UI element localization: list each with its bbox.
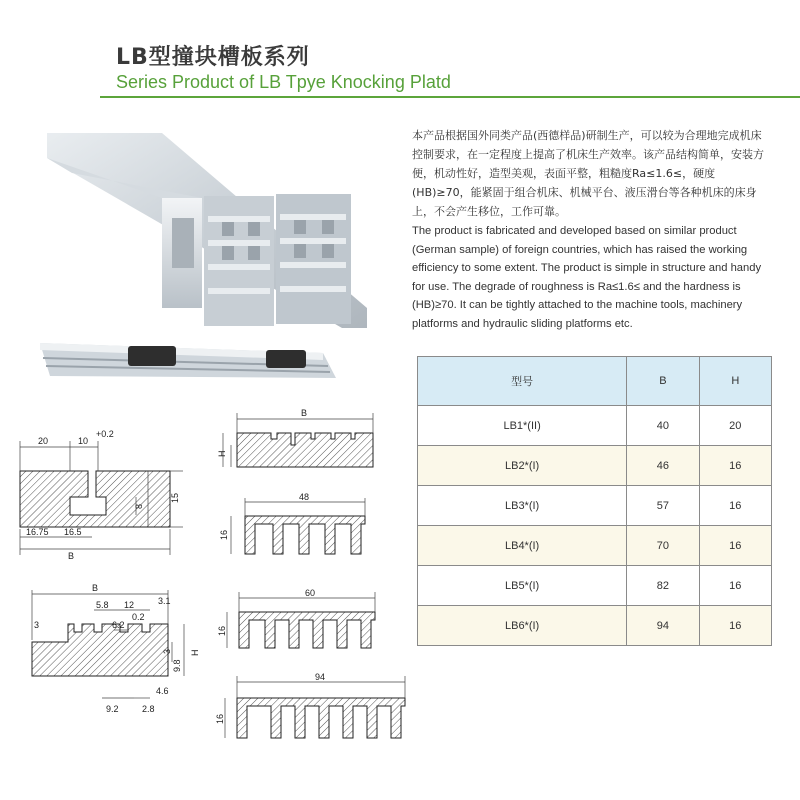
cell-b: 40 xyxy=(627,406,699,446)
cell-h: 16 xyxy=(699,566,771,606)
dim-20: 20 xyxy=(38,436,49,446)
dim-10: 10 xyxy=(78,436,89,446)
dim-3-right: 3 xyxy=(162,648,172,654)
drawing-generic-bh xyxy=(215,405,385,475)
cell-model: LB4*(I) xyxy=(418,526,627,566)
description-en: The product is fabricated and developed based on similar product (German sample) of foreign countries, which has raised the working efficiency to some extent. The product is simple in structure and handy for use. The degrade of roughness is Ra≤1.6≤ and the hardness is (HB)≥70. It can be tightly attached to the machine tools, machinery platforms and hydraulic sliding platforms etc. xyxy=(412,225,762,330)
dim-16: 16 xyxy=(217,625,227,636)
drawing-94 xyxy=(215,670,415,750)
dim-h: H xyxy=(217,450,227,457)
header-b: B xyxy=(627,357,699,406)
table-row xyxy=(418,566,772,606)
cell-model: LB1*(II) xyxy=(418,406,627,446)
dim-16: 16 xyxy=(219,529,229,540)
cell-h: 16 xyxy=(699,606,771,646)
table-row xyxy=(418,526,772,566)
drawing-detail-section xyxy=(8,580,208,720)
dim-9-8: 9.8 xyxy=(172,659,182,672)
title-divider xyxy=(100,96,800,98)
dim-16-5: 16.5 xyxy=(64,527,82,537)
dim-48: 48 xyxy=(299,492,310,502)
drawing-lb1-section xyxy=(8,425,198,575)
dim-h: H xyxy=(190,649,200,656)
dim-60: 60 xyxy=(305,588,316,598)
cell-h: 20 xyxy=(699,406,771,446)
dim-2-8: 2.8 xyxy=(142,704,155,714)
header-model: 型号 xyxy=(418,357,627,406)
table-row xyxy=(418,406,772,446)
product-photo-plate xyxy=(38,338,338,388)
header-h: H xyxy=(699,357,771,406)
cell-model: LB5*(I) xyxy=(418,566,627,606)
dim-3-1: 3.1 xyxy=(158,596,171,606)
dim-9-2: 9.2 xyxy=(106,704,119,714)
spec-table xyxy=(417,356,772,646)
product-photo-stack xyxy=(42,128,367,328)
cell-h: 16 xyxy=(699,526,771,566)
dim-12: 12 xyxy=(124,600,135,610)
cell-h: 16 xyxy=(699,446,771,486)
cell-b: 57 xyxy=(627,486,699,526)
page-title-cn: LB型撞块槽板系列 xyxy=(116,45,310,70)
dim-94: 94 xyxy=(315,672,326,682)
table-row xyxy=(418,446,772,486)
table-header-row xyxy=(418,357,772,406)
cell-model: LB6*(I) xyxy=(418,606,627,646)
cell-h: 16 xyxy=(699,486,771,526)
dim-plus-0-2: +0.2 xyxy=(96,429,114,439)
dim-8: 8 xyxy=(134,503,144,509)
dim-6-2: 6.2 xyxy=(112,620,125,630)
cell-model: LB2*(I) xyxy=(418,446,627,486)
dim-15: 15 xyxy=(170,492,180,503)
cell-model: LB3*(I) xyxy=(418,486,627,526)
cell-b: 94 xyxy=(627,606,699,646)
dim-16-75: 16.75 xyxy=(26,527,49,537)
table-row xyxy=(418,486,772,526)
dim-b: B xyxy=(92,583,99,593)
dim-4-6: 4.6 xyxy=(156,686,169,696)
table-row xyxy=(418,606,772,646)
dim-16: 16 xyxy=(215,713,225,724)
dim-3-left: 3 xyxy=(34,620,40,630)
dim-b: B xyxy=(301,408,308,418)
drawing-48 xyxy=(215,492,385,562)
cell-b: 82 xyxy=(627,566,699,606)
cell-b: 46 xyxy=(627,446,699,486)
dim-0-2: 0.2 xyxy=(132,612,145,622)
description-cn: 本产品根据国外同类产品(西德样品)研制生产，可以较为合理地完成机床控制要求，在一定程度上提高了机床生产效率。该产品结构简单，安装方便，机动性好，造型美观，表面平整，粗糙度Ra≤1.6≤，硬度(HB)≥70，能紧固于组合机床、机械平台、液压滑台等各种机床的床身上，不会产生移位，工作可靠。 xyxy=(412,129,764,218)
drawing-60 xyxy=(215,586,385,656)
cell-b: 70 xyxy=(627,526,699,566)
dim-b: B xyxy=(68,551,75,561)
page-title-en: Series Product of LB Tpye Knocking Platd xyxy=(116,72,451,92)
dim-5-8: 5.8 xyxy=(96,600,109,610)
